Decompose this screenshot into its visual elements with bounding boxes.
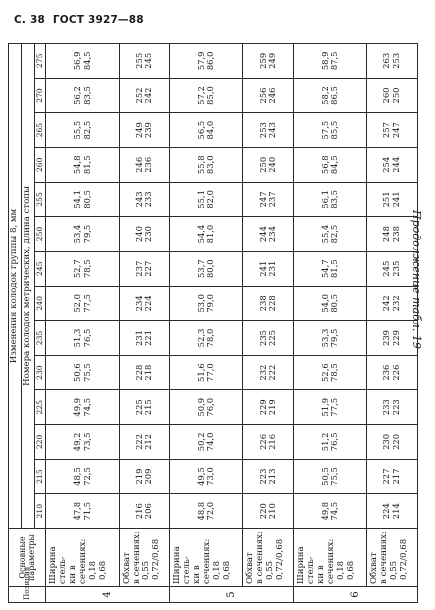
group-header: Изменения колодок группы 8, мм xyxy=(9,44,22,529)
value-cell: 235 225 xyxy=(243,321,294,356)
value-cell: 232 222 xyxy=(243,355,294,390)
value-cell: 233 223 xyxy=(367,390,418,425)
value-cell: 53,4 79,5 xyxy=(46,217,119,252)
parameter-line: 0,72/0,68 xyxy=(275,538,286,580)
parameter-line: Обхват xyxy=(121,552,132,584)
value-cell: 229 219 xyxy=(243,390,294,425)
parameter-name xyxy=(119,529,170,587)
value-cell: 51,9 77,5 xyxy=(294,390,367,425)
value-cell: 56,1 83,5 xyxy=(294,182,367,217)
value-cell: 50,6 75,5 xyxy=(46,355,119,390)
value-cell: 246 236 xyxy=(119,147,170,182)
value-cell: 53,3 79,5 xyxy=(294,321,367,356)
length-header-245: 245 xyxy=(34,251,46,286)
value-cell: 226 216 xyxy=(243,425,294,460)
value-cell: 240 230 xyxy=(119,217,170,252)
header-row-1 xyxy=(9,44,22,603)
value-cell: 58,2 86,5 xyxy=(294,78,367,113)
length-header-240: 240 xyxy=(34,286,46,321)
value-cell: 49,5 73,0 xyxy=(170,459,243,494)
value-cell: 53,0 79,0 xyxy=(170,286,243,321)
value-cell: 256 246 xyxy=(243,78,294,113)
length-header-215: 215 xyxy=(34,459,46,494)
value-cell: 57,9 86,0 xyxy=(170,44,243,79)
value-cell: 47,8 71,5 xyxy=(46,494,119,529)
table-row xyxy=(46,44,119,603)
value-cell: 263 253 xyxy=(367,44,418,79)
value-cell: 55,1 82,0 xyxy=(170,182,243,217)
value-cell: 228 218 xyxy=(119,355,170,390)
value-cell: 252 242 xyxy=(119,78,170,113)
value-cell: 257 247 xyxy=(367,113,418,148)
value-cell: 51,2 76,5 xyxy=(294,425,367,460)
value-cell: 56,5 84,0 xyxy=(170,113,243,148)
value-cell: 245 235 xyxy=(367,251,418,286)
value-cell: 50,5 75,5 xyxy=(294,459,367,494)
parameter-line: 0,55 xyxy=(389,560,400,580)
table-row xyxy=(294,44,367,603)
value-cell: 56,8 84,5 xyxy=(294,147,367,182)
parameter-line: 0,18 xyxy=(335,560,346,580)
value-cell: 55,8 83,0 xyxy=(170,147,243,182)
value-cell: 50,9 76,0 xyxy=(170,390,243,425)
length-header-260: 260 xyxy=(34,147,46,182)
page-header xyxy=(14,14,144,26)
parameter-line: Ширина стель- xyxy=(296,546,316,584)
value-cell: 57,2 85,0 xyxy=(170,78,243,113)
length-header-row xyxy=(34,44,46,603)
value-cell: 251 241 xyxy=(367,182,418,217)
value-cell: 58,9 87,5 xyxy=(294,44,367,79)
parameter-line: Ширина стель- xyxy=(48,546,69,584)
parameter-line: в сечениях: xyxy=(255,531,266,584)
length-header-255: 255 xyxy=(34,182,46,217)
parameter-line: Обхват xyxy=(245,552,256,584)
parameter-line: 0,68 xyxy=(221,560,232,580)
value-cell: 52,3 78,0 xyxy=(170,321,243,356)
value-cell: 260 250 xyxy=(367,78,418,113)
parameter-name xyxy=(294,529,367,587)
value-cell: 49,9 74,5 xyxy=(46,390,119,425)
parameter-line: в сечениях: xyxy=(131,531,142,584)
value-cell: 237 227 xyxy=(119,251,170,286)
value-cell: 49,2 73,5 xyxy=(46,425,119,460)
value-cell: 54,0 80,5 xyxy=(294,286,367,321)
parameter-line: ки в сечениях: xyxy=(315,538,336,584)
page-number: С. 38 xyxy=(14,14,45,26)
value-cell: 219 209 xyxy=(119,459,170,494)
value-cell: 248 238 xyxy=(367,217,418,252)
header-row-2 xyxy=(21,44,34,603)
parameter-line: 0,68 xyxy=(345,560,356,580)
value-cell: 241 231 xyxy=(243,251,294,286)
parameter-line: Обхват xyxy=(369,552,380,584)
value-cell: 225 215 xyxy=(119,390,170,425)
value-cell: 54,7 81,5 xyxy=(294,251,367,286)
parameter-line: 0,68 xyxy=(97,560,108,580)
sub-header: Номера колодок метрических, длина стопы xyxy=(21,44,34,529)
table-row xyxy=(119,44,170,603)
parameter-line: 0,55 xyxy=(141,560,152,580)
parameter-line: 0,72/0,68 xyxy=(151,538,162,580)
value-cell: 51,3 76,5 xyxy=(46,321,119,356)
parameter-name xyxy=(170,529,243,587)
value-cell: 249 239 xyxy=(119,113,170,148)
table-row xyxy=(367,44,418,603)
value-cell: 223 213 xyxy=(243,459,294,494)
position-number: 4 xyxy=(46,587,170,603)
value-cell: 255 245 xyxy=(119,44,170,79)
parameter-line: 0,55 xyxy=(265,560,276,580)
value-cell: 224 214 xyxy=(367,494,418,529)
value-cell: 231 221 xyxy=(119,321,170,356)
value-cell: 52,0 77,5 xyxy=(46,286,119,321)
table-continuation-caption: Продолжение табл. 19 xyxy=(410,210,423,349)
parameter-line: 0,72/0,68 xyxy=(398,538,409,580)
parameter-line: Ширина стель- xyxy=(172,546,193,584)
value-cell: 222 212 xyxy=(119,425,170,460)
value-cell: 243 233 xyxy=(119,182,170,217)
parameter-name xyxy=(367,529,418,587)
standard-code: ГОСТ 3927—88 xyxy=(52,14,144,26)
value-cell: 259 249 xyxy=(243,44,294,79)
value-cell: 56,2 83,5 xyxy=(46,78,119,113)
value-cell: 238 228 xyxy=(243,286,294,321)
table-row xyxy=(243,44,294,603)
length-header-210: 210 xyxy=(34,494,46,529)
value-cell: 54,8 81,5 xyxy=(46,147,119,182)
length-header-265: 265 xyxy=(34,113,46,148)
value-cell: 253 243 xyxy=(243,113,294,148)
value-cell: 52,6 78,5 xyxy=(294,355,367,390)
value-cell: 230 220 xyxy=(367,425,418,460)
size-table xyxy=(8,43,418,603)
value-cell: 50,2 74,0 xyxy=(170,425,243,460)
value-cell: 254 244 xyxy=(367,147,418,182)
parameter-line: ки в сечениях: xyxy=(68,538,89,584)
parameter-name xyxy=(243,529,294,587)
parameter-line: 0,18 xyxy=(87,560,98,580)
position-number: 5 xyxy=(170,587,294,603)
value-cell: 48,5 72,5 xyxy=(46,459,119,494)
column-header-parameters: Основные параметры xyxy=(9,529,46,587)
value-cell: 239 229 xyxy=(367,321,418,356)
length-header-235: 235 xyxy=(34,321,46,356)
position-number: 6 xyxy=(294,587,418,603)
value-cell: 55,5 82,5 xyxy=(46,113,119,148)
value-cell: 220 210 xyxy=(243,494,294,529)
parameter-name xyxy=(46,529,119,587)
length-header-220: 220 xyxy=(34,425,46,460)
table-body xyxy=(46,44,418,603)
length-header-270: 270 xyxy=(34,78,46,113)
value-cell: 56,9 84,5 xyxy=(46,44,119,79)
value-cell: 49,8 74,5 xyxy=(294,494,367,529)
value-cell: 55,4 82,5 xyxy=(294,217,367,252)
length-header-250: 250 xyxy=(34,217,46,252)
length-header-230: 230 xyxy=(34,355,46,390)
length-header-225: 225 xyxy=(34,390,46,425)
value-cell: 57,5 85,5 xyxy=(294,113,367,148)
table-row xyxy=(170,44,243,603)
value-cell: 244 234 xyxy=(243,217,294,252)
value-cell: 247 237 xyxy=(243,182,294,217)
parameter-line: ки в сечениях: xyxy=(192,538,212,584)
value-cell: 227 217 xyxy=(367,459,418,494)
value-cell: 51,6 77,0 xyxy=(170,355,243,390)
parameter-line: в сечениях: xyxy=(379,531,390,584)
parameter-line: 0,18 xyxy=(211,560,222,580)
value-cell: 234 224 xyxy=(119,286,170,321)
value-cell: 236 226 xyxy=(367,355,418,390)
value-cell: 52,7 78,5 xyxy=(46,251,119,286)
value-cell: 242 232 xyxy=(367,286,418,321)
value-cell: 216 206 xyxy=(119,494,170,529)
value-cell: 53,7 80,0 xyxy=(170,251,243,286)
value-cell: 54,4 81,0 xyxy=(170,217,243,252)
rotated-table-wrapper xyxy=(8,43,418,603)
value-cell: 250 240 xyxy=(243,147,294,182)
value-cell: 48,8 72,0 xyxy=(170,494,243,529)
column-header-position: Позиция xyxy=(9,587,46,603)
length-header-275: 275 xyxy=(34,44,46,79)
value-cell: 54,1 80,5 xyxy=(46,182,119,217)
